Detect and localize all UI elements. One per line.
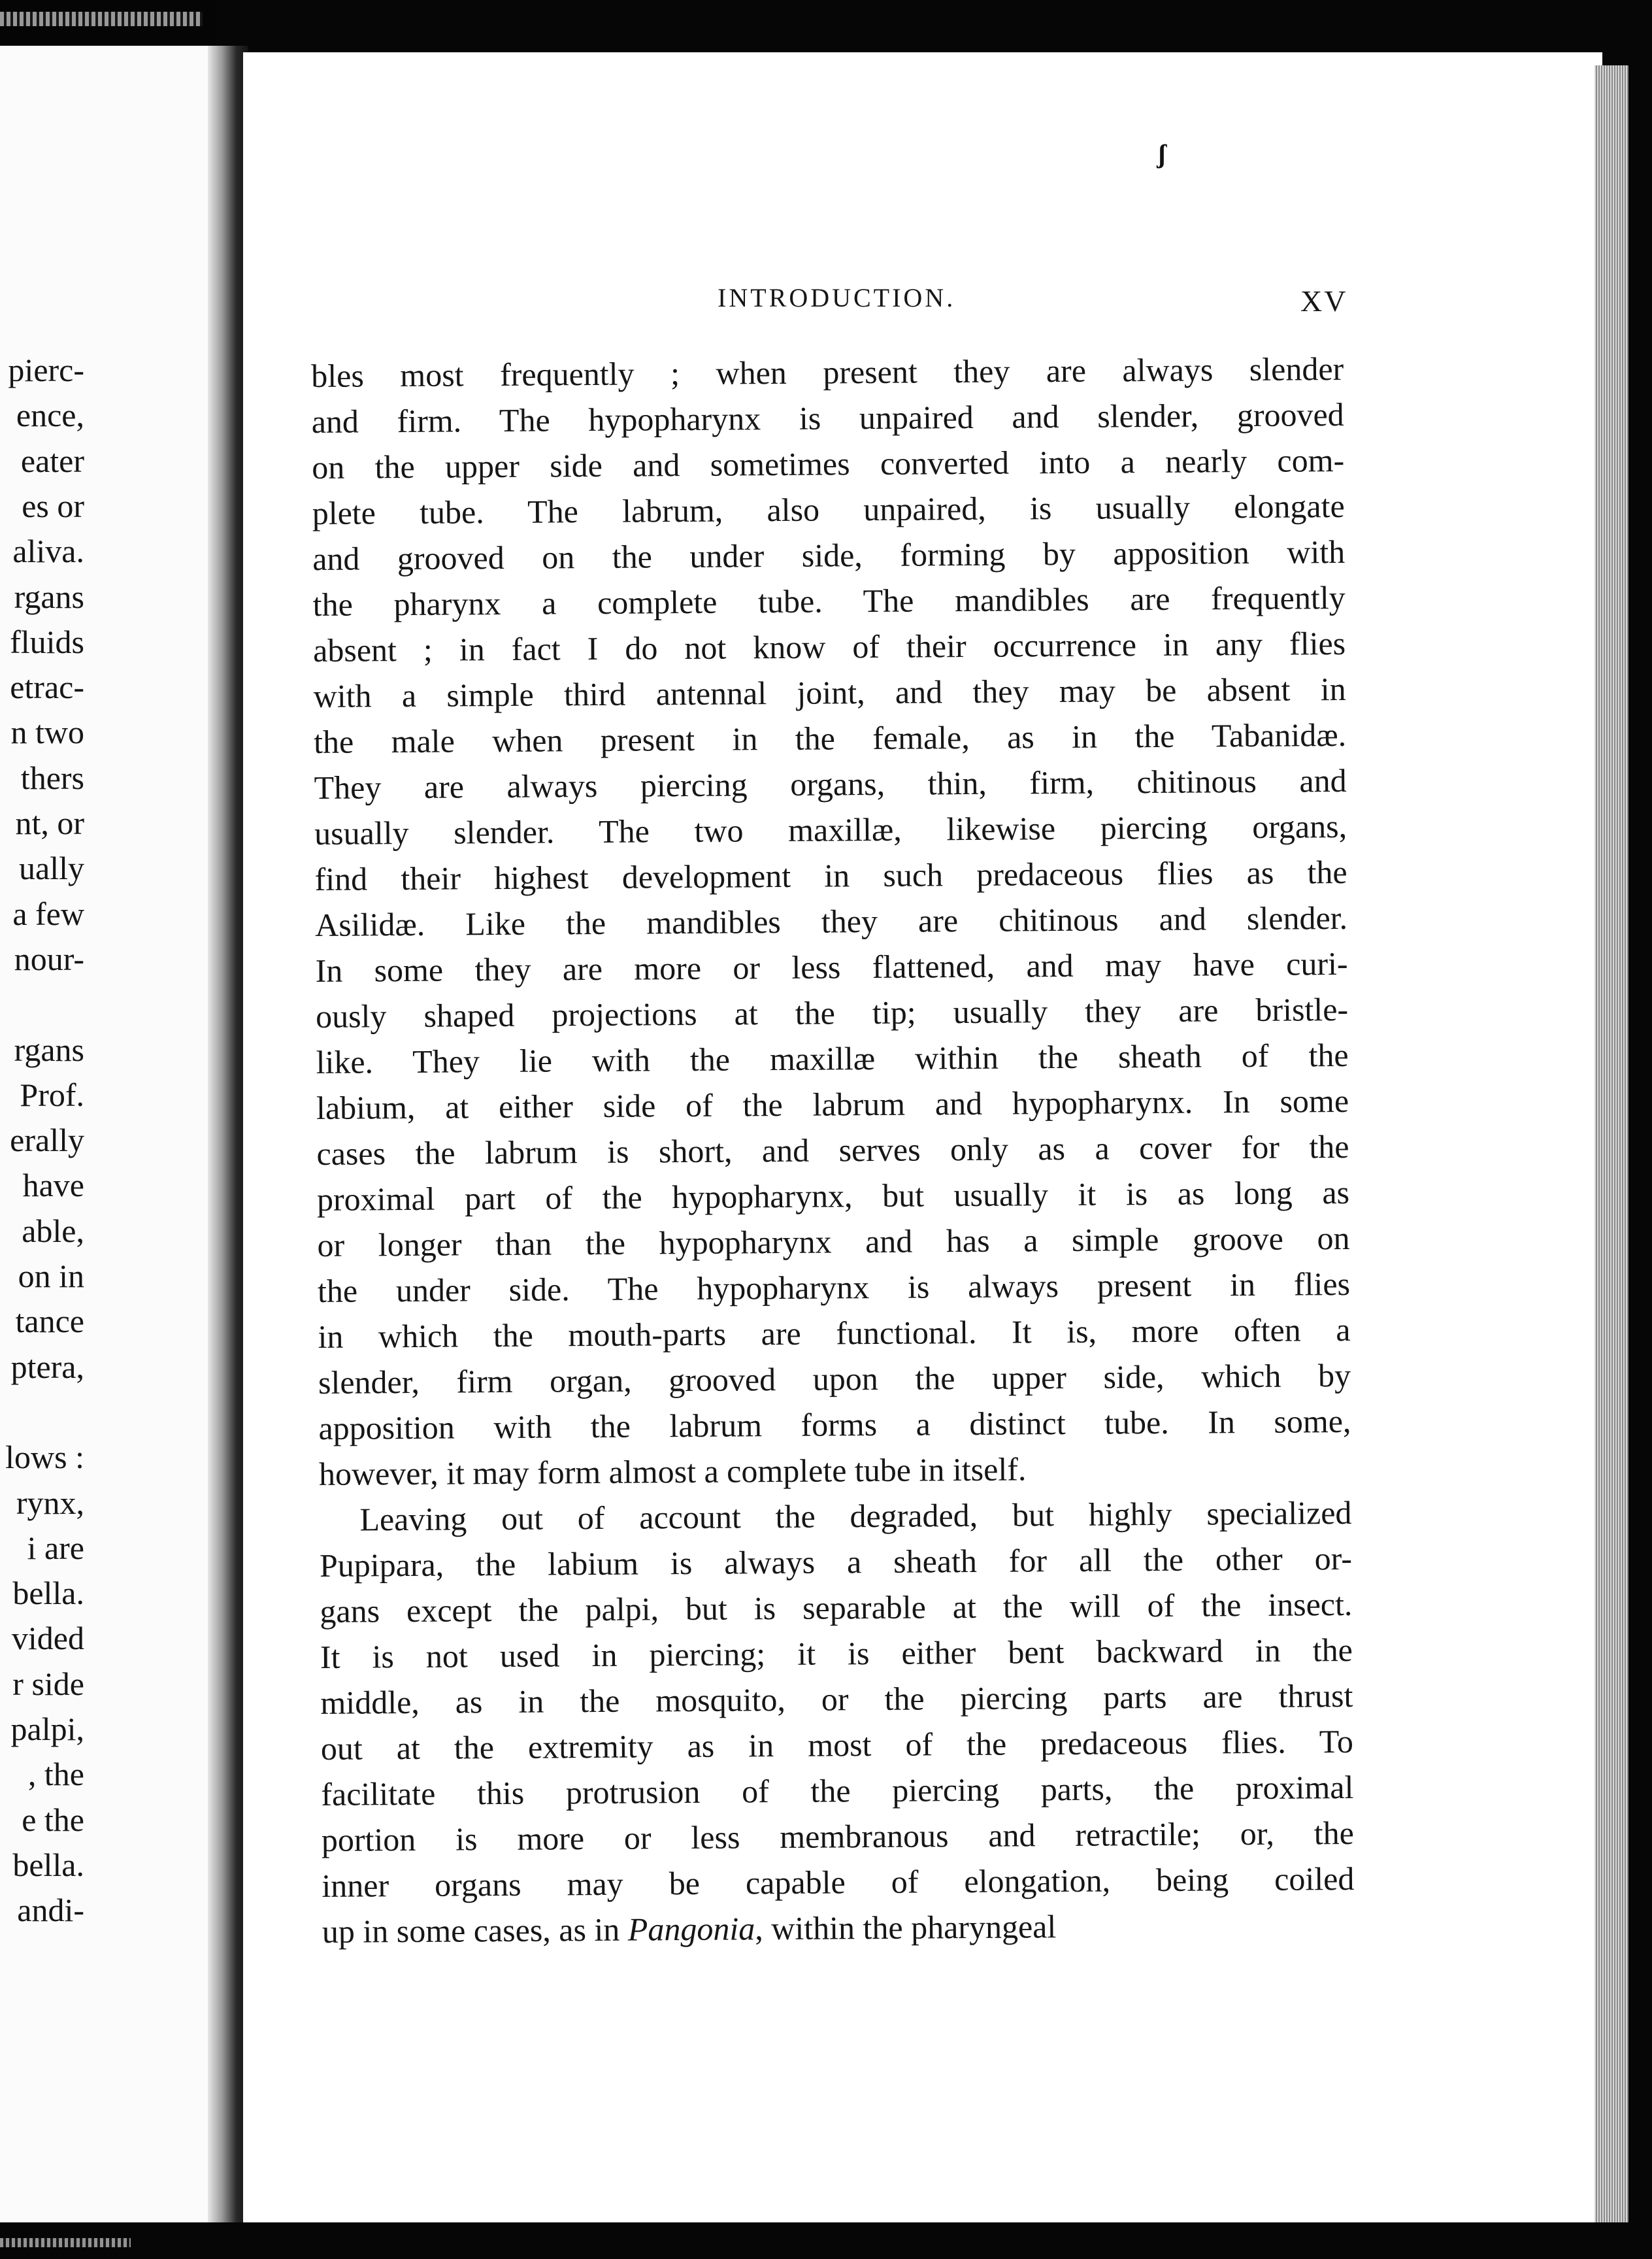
left-line-fragment: erally [10, 1122, 84, 1159]
body-line-text: up in some cases, as in [322, 1911, 629, 1950]
left-line-fragment: a few [12, 895, 84, 932]
body-line: the pharynx a complete tube. The mandibles are frequently [312, 578, 1346, 623]
body-line: slender, firm organ, grooved upon the upper side, which by [318, 1356, 1351, 1401]
body-line: in which the mouth-parts are functional. It is, more often a [318, 1311, 1351, 1355]
left-line-fragment: etrac- [10, 669, 84, 706]
body-line: plete tube. The labrum, also unpaired, is usually elongate [312, 487, 1345, 531]
body-line [322, 1901, 1355, 1954]
left-line-fragment: Prof. [20, 1076, 84, 1113]
body-line: portion is more or less membranous and retractile; or, the [321, 1814, 1355, 1858]
body-line: cases the labrum is short, and serves only as a cover for the [316, 1128, 1349, 1172]
left-line-fragment: aliva. [12, 533, 84, 570]
body-line: Leaving out of account the degraded, but highly specialized [359, 1494, 1352, 1538]
left-line-fragment: r side [12, 1665, 84, 1702]
left-line-fragment: pierc- [8, 352, 84, 388]
left-line-fragment: ence, [16, 397, 84, 434]
body-line: It is not used in piercing; it is either bent backward in the [320, 1631, 1353, 1675]
left-line-fragment: n two [10, 714, 84, 751]
top-left-marks [0, 12, 203, 26]
body-line: They are always piercing organs, thin, firm, chitinous and [314, 761, 1347, 806]
left-line-fragment: andi- [17, 1892, 84, 1929]
body-line: or longer than the hypopharynx and has a simple groove on [317, 1219, 1350, 1263]
left-line-fragment: vided [11, 1620, 84, 1657]
left-line-fragment: rgans [14, 578, 84, 615]
body-line: with a simple third antennal joint, and they may be absent in [313, 670, 1346, 714]
body-line: like. They lie with the maxillæ within the sheath of the [316, 1036, 1349, 1080]
left-line-fragment: have [22, 1167, 84, 1204]
left-line-fragment: e the [22, 1801, 84, 1838]
body-line: the under side. The hypopharynx is always present in flies [317, 1265, 1351, 1309]
body-line: proximal part of the hypopharynx, but usually it is as long as [316, 1173, 1350, 1218]
left-line-fragment: i are [27, 1529, 84, 1566]
left-line-fragment: eater [20, 442, 84, 479]
left-line-fragment: thers [20, 759, 84, 796]
body-line: bles most frequently ; when present they are always slender [311, 350, 1344, 394]
body-line: facilitate this protrusion of the piercing parts, the proximal [321, 1768, 1354, 1813]
body-line: absent ; in fact I do not know of their occurrence in any flies [312, 624, 1346, 669]
body-line: and firm. The hypopharynx is unpaired and slender, grooved [311, 395, 1344, 440]
body-line: on the upper side and sometimes converted into a nearly com- [312, 441, 1345, 486]
body-line: inner organs may be capable of elongation, being coiled [322, 1860, 1355, 1904]
body-line: gans except the palpi, but is separable at the will of the insect. [320, 1585, 1353, 1630]
body-line: find their highest development in such predaceous flies as the [314, 853, 1347, 897]
left-line-fragment: able, [22, 1212, 84, 1249]
left-line-fragment: es or [22, 487, 84, 524]
left-line-fragment: lows : [5, 1439, 84, 1476]
left-line-fragment: bella. [12, 1846, 84, 1883]
page-number: XV [1300, 284, 1348, 318]
left-line-fragment: ually [19, 850, 84, 887]
body-line: and grooved on the under side, forming by apposition with [312, 533, 1346, 577]
body-line: out at the extremity as in most of the predaceous flies. To [320, 1722, 1354, 1767]
body-line-text: , within the pharyngeal [755, 1908, 1057, 1947]
left-line-fragment: rgans [14, 1031, 84, 1068]
body-line: labium, at either side of the labrum and hypopharynx. In some [316, 1082, 1349, 1126]
left-line-fragment: on in [18, 1258, 84, 1294]
left-line-fragment: tance [15, 1303, 84, 1340]
scan-mark: ʃ [1158, 139, 1166, 169]
paragraph-2 [319, 1490, 1354, 1909]
body-line: apposition with the labrum forms a distinct tube. In some, [318, 1402, 1351, 1447]
left-line-fragment: ptera, [10, 1348, 84, 1385]
bottom-left-marks [0, 2238, 131, 2247]
body-line: middle, as in the mosquito, or the piercing parts are thrust [320, 1677, 1353, 1721]
left-line-fragment: nt, or [15, 805, 84, 841]
book-gutter [208, 46, 248, 2222]
body-text [311, 346, 1355, 1954]
body-line: however, it may form almost a complete tube in itself. [318, 1450, 1027, 1492]
genus-name: Pangonia [627, 1910, 755, 1948]
left-line-fragment: , the [27, 1756, 84, 1793]
paragraph-1 [311, 346, 1351, 1497]
body-line: usually slender. The two maxillæ, likewise piercing organs, [314, 807, 1347, 852]
body-line: Pupipara, the labium is always a sheath for all the other or- [319, 1539, 1353, 1584]
body-line: Asilidæ. Like the mandibles they are chitinous and slender. [314, 899, 1348, 943]
page-edges [1594, 65, 1628, 2222]
left-line-fragment: rynx, [16, 1484, 84, 1521]
left-line-fragment: nour- [14, 940, 84, 977]
body-line: the male when present in the female, as in the Tabanidæ. [313, 716, 1347, 760]
left-line-fragment: fluids [10, 623, 84, 660]
left-line-fragment: palpi, [10, 1711, 84, 1747]
body-line: In some they are more or less flattened, and may have curi- [315, 945, 1348, 989]
page-title: INTRODUCTION. [718, 283, 956, 312]
body-line: ously shaped projections at the tip; usually they are bristle- [315, 990, 1349, 1035]
left-line-fragment: bella. [12, 1575, 84, 1612]
